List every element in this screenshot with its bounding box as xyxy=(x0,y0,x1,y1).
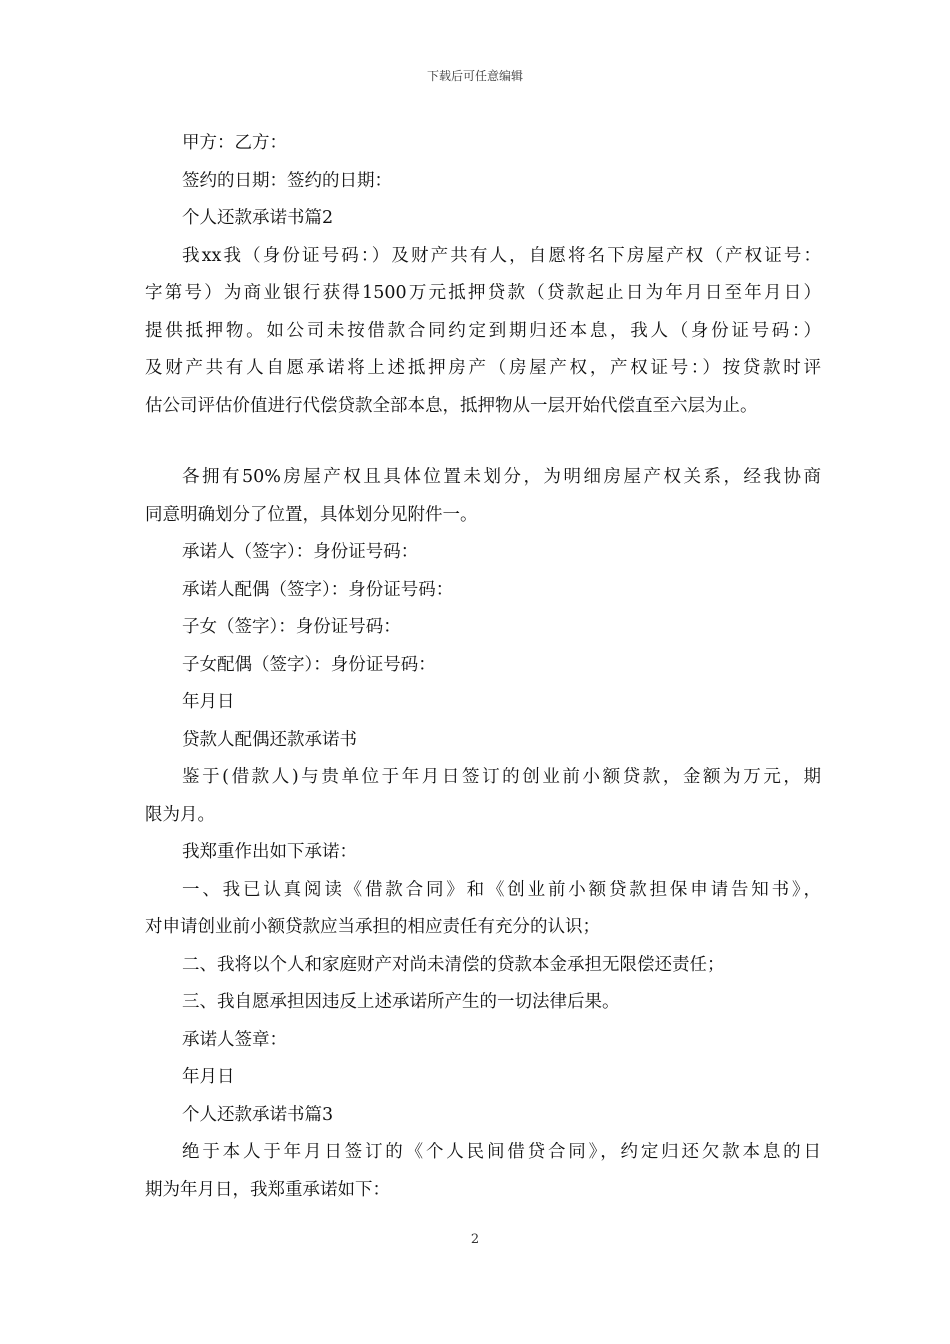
paragraph-line: 字第号）为商业银行获得1500万元抵押贷款（贷款起止日为年月日至年月日） xyxy=(145,283,821,303)
paragraph-line: 三、我自愿承担因违反上述承诺所产生的一切法律后果。 xyxy=(182,992,620,1012)
paragraph-line: 期为年月日，我郑重承诺如下： xyxy=(145,1179,390,1200)
signature-line: 子女配偶（签字）：身份证号码： xyxy=(182,654,436,675)
paragraph-line: 一、我已认真阅读《借款合同》和《创业前小额贷款担保申请告知书》， xyxy=(182,879,821,900)
date-line: 签约的日期：签约的日期： xyxy=(182,170,392,191)
paragraph-line: 绝于本人于年月日签订的《个人民间借贷合同》，约定归还欠款本息的日 xyxy=(182,1142,821,1162)
paragraph-line: 鉴于(借款人)与贵单位于年月日签订的创业前小额贷款，金额为万元，期 xyxy=(182,767,821,787)
paragraph-line: 同意明确划分了位置，具体划分见附件一。 xyxy=(145,504,478,525)
signature-line: 子女（签字）：身份证号码： xyxy=(182,617,401,637)
paragraph-line: 限为月。 xyxy=(145,804,215,825)
date-line: 年月日 xyxy=(182,692,235,712)
document-body xyxy=(145,125,821,1209)
page-header: 下载后可任意编辑 xyxy=(426,69,523,83)
section-title: 贷款人配偶还款承诺书 xyxy=(182,729,357,750)
paragraph-line: 及财产共有人自愿承诺将上述抵押房产（房屋产权，产权证号：）按贷款时评 xyxy=(145,358,821,378)
signature-line: 承诺人（签字）：身份证号码： xyxy=(182,542,419,562)
paragraph-line: 提供抵押物。如公司未按借款合同约定到期归还本息，我人（身份证号码：） xyxy=(145,320,821,341)
paragraph-gap xyxy=(145,425,821,459)
paragraph-line: 对申请创业前小额贷款应当承担的相应责任有充分的认识； xyxy=(145,917,600,937)
paragraph-line: 二、我将以个人和家庭财产对尚未清偿的贷款本金承担无限偿还责任； xyxy=(182,954,725,975)
party-line: 甲方：乙方： xyxy=(182,133,287,153)
signature-line: 承诺人签章： xyxy=(182,1029,287,1050)
signature-line: 承诺人配偶（签字）：身份证号码： xyxy=(182,579,454,600)
page-number: 2 xyxy=(470,1232,480,1247)
section-title: 个人还款承诺书篇3 xyxy=(182,1104,334,1125)
paragraph-line: 我xx我（身份证号码：）及财产共有人，自愿将名下房屋产权（产权证号： xyxy=(182,245,821,266)
paragraph-line: 我郑重作出如下承诺： xyxy=(182,842,357,862)
date-line: 年月日 xyxy=(182,1067,235,1087)
section-title: 个人还款承诺书篇2 xyxy=(182,208,334,228)
paragraph-line: 估公司评估价值进行代偿贷款全部本息，抵押物从一层开始代偿直至六层为止。 xyxy=(145,395,758,416)
paragraph-line: 各拥有50%房屋产权且具体位置未划分，为明细房屋产权关系，经我协商 xyxy=(182,467,821,487)
